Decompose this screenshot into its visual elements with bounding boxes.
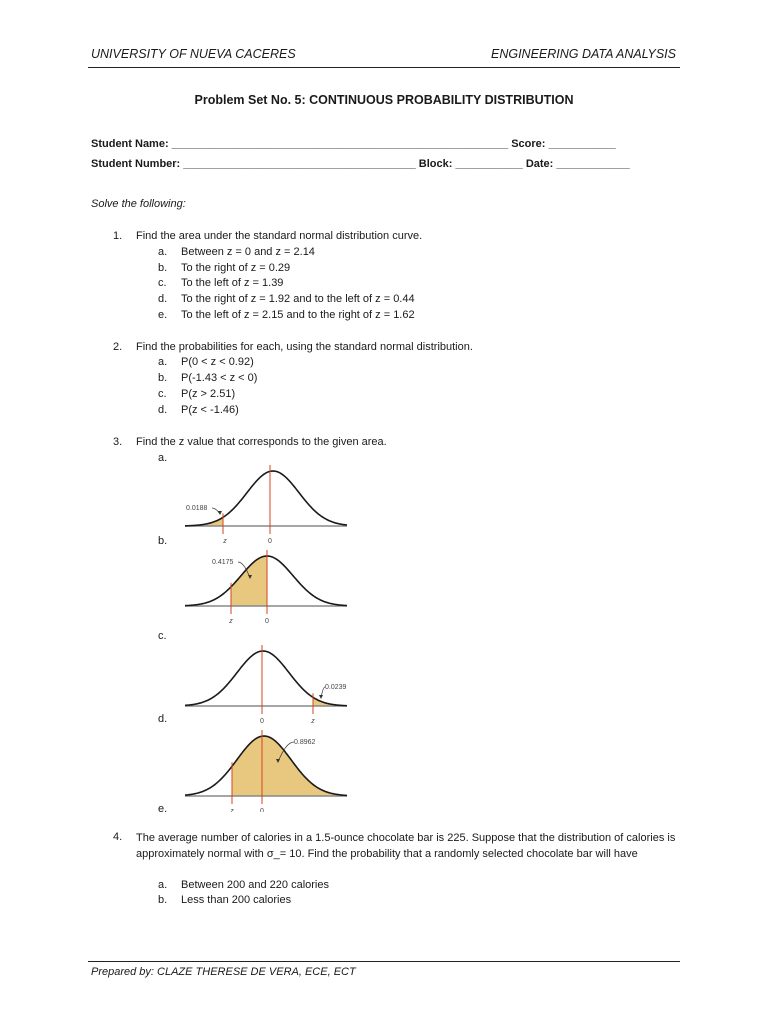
item-letter: a.	[158, 879, 168, 891]
item-text: Between z = 0 and z = 2.14	[181, 246, 315, 258]
normal-curve-figure-b	[180, 550, 352, 640]
item-letter: b.	[158, 262, 168, 274]
page-title: Problem Set No. 5: CONTINUOUS PROBABILITY DISTRIBUTION	[194, 93, 574, 107]
item-letter: a.	[158, 246, 168, 258]
normal-curve	[185, 471, 347, 526]
item-letter: a.	[158, 356, 168, 368]
item-text: To the right of z = 1.92 and to the left of z = 0.44	[181, 293, 415, 305]
zero-tick-label: 0	[265, 618, 269, 625]
student-name-row: Student Name: _______________________________________________________ Score: ___________	[91, 138, 616, 150]
item-text: P(0 < z < 0.92)	[181, 356, 254, 368]
instructions: Solve the following:	[91, 198, 186, 210]
item-text: To the right of z = 0.29	[181, 262, 291, 274]
item-text: Less than 200 calories	[181, 894, 292, 906]
item-letter: d.	[158, 404, 168, 416]
zero-tick-label: 0	[260, 718, 264, 725]
z-tick-label: z	[230, 808, 234, 812]
question-number: 3.	[113, 436, 123, 448]
item-letter: d.	[158, 293, 168, 305]
area-label: 0.0239	[325, 684, 347, 691]
item-letter: b.	[158, 372, 168, 384]
header-university: UNIVERSITY OF NUEVA CACERES	[91, 47, 296, 61]
header-course: ENGINEERING DATA ANALYSIS	[490, 47, 676, 61]
item-letter: d.	[158, 713, 168, 725]
question-text: The average number of calories in a 1.5-ounce chocolate bar is 225. Suppose that the distribution of calories is approximately normal with σ_= 10. Find the probability that a randomly selected chocolate bar will have	[136, 832, 676, 860]
item-letter: b.	[158, 535, 168, 547]
header-rule	[88, 67, 680, 68]
zero-tick-label: 0	[260, 808, 264, 812]
question-text: Find the probabilities for each, using the standard normal distribution.	[136, 341, 473, 353]
item-text: P(z < -1.46)	[181, 404, 239, 416]
question-text: Find the area under the standard normal distribution curve.	[136, 230, 423, 242]
item-text: To the left of z = 1.39	[181, 277, 284, 289]
item-letter: b.	[158, 894, 168, 906]
question-number: 4.	[113, 831, 123, 843]
item-letter: e.	[158, 803, 168, 815]
normal-curve-figure-a	[180, 462, 352, 548]
item-letter: a.	[158, 452, 168, 464]
z-tick-label: z	[311, 718, 315, 725]
area-label: 0.4175	[212, 559, 234, 566]
z-tick-label: z	[229, 618, 233, 625]
area-label: 0.0188	[186, 505, 208, 512]
item-letter: c.	[158, 630, 167, 642]
item-letter: e.	[158, 309, 168, 321]
normal-curve-figure-d	[180, 730, 352, 812]
area-label: 0.8962	[294, 739, 316, 746]
item-letter: c.	[158, 388, 167, 400]
item-letter: c.	[158, 277, 167, 289]
student-number-row: Student Number: ______________________________________ Block: ___________ Date: ____________	[91, 158, 630, 170]
question-number: 1.	[113, 230, 123, 242]
item-text: P(z > 2.51)	[181, 388, 236, 400]
item-text: Between 200 and 220 calories	[181, 879, 329, 891]
item-text: P(-1.43 < z < 0)	[181, 372, 258, 384]
item-text: To the left of z = 2.15 and to the right of z = 1.62	[181, 309, 415, 321]
zero-tick-label: 0	[268, 538, 272, 545]
z-tick-label: z	[223, 538, 227, 545]
question-text: Find the z value that corresponds to the given area.	[136, 436, 387, 448]
footer-author: Prepared by: CLAZE THERESE DE VERA, ECE, ECT	[91, 966, 356, 978]
footer-rule	[88, 961, 680, 962]
question-number: 2.	[113, 341, 123, 353]
arrowhead-icon	[319, 695, 323, 699]
normal-curve	[185, 651, 347, 706]
normal-curve-figure-c	[180, 644, 352, 726]
arrowhead-icon	[218, 511, 222, 515]
